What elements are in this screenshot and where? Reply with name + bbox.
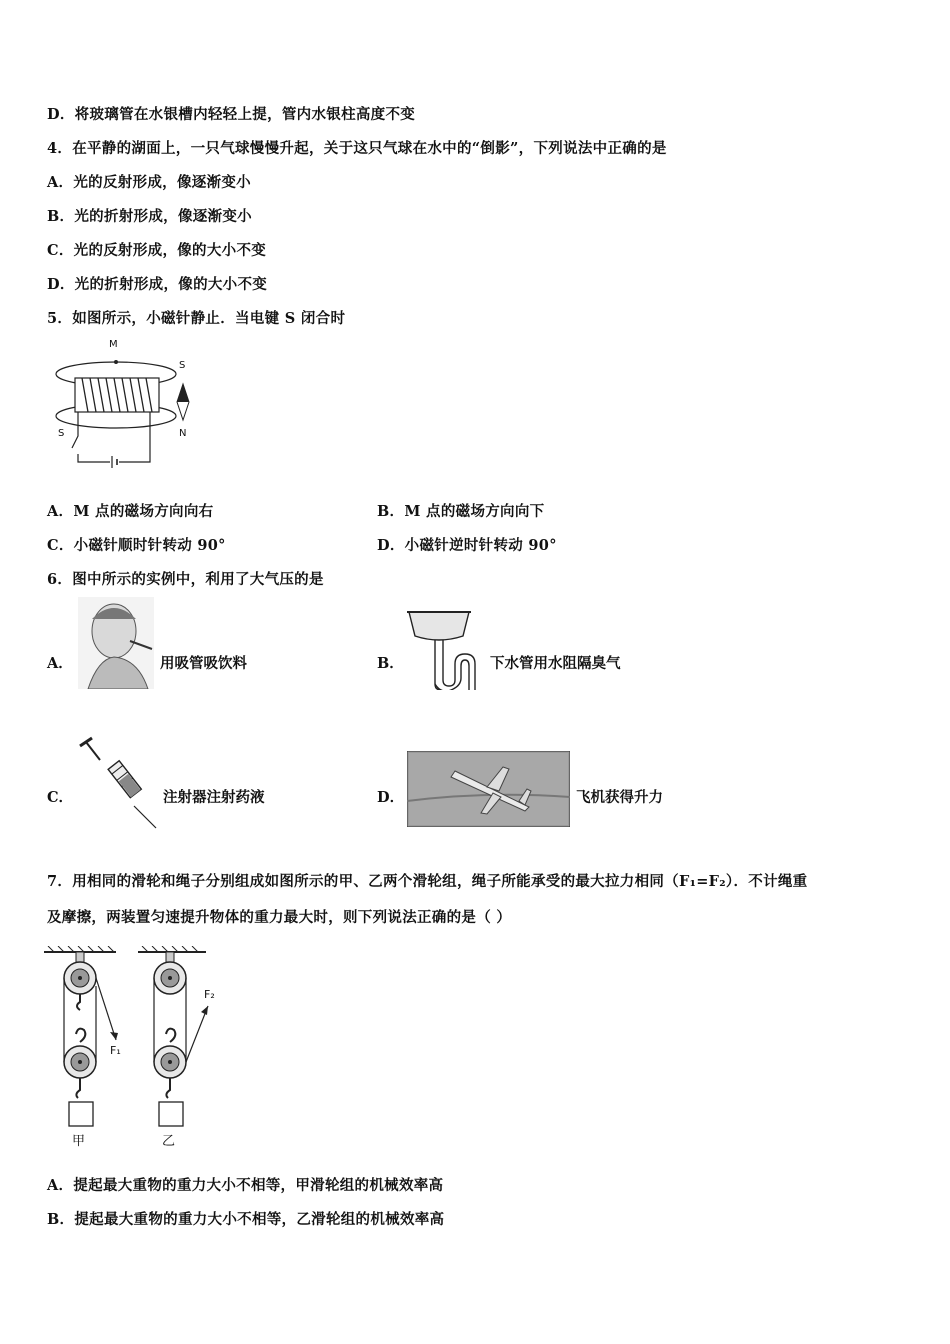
q6-letter-b: B． bbox=[377, 655, 404, 672]
airplane-image bbox=[407, 751, 570, 827]
syringe-image bbox=[70, 736, 160, 830]
q5-option-a: A．M 点的磁场方向向右 bbox=[47, 503, 214, 520]
q4-option-a: A．光的反射形成，像逐渐变小 bbox=[47, 174, 251, 191]
q6-letter-a: A． bbox=[47, 655, 73, 672]
fig-label-jia: 甲 bbox=[72, 1134, 86, 1149]
q4-option-b: B．光的折射形成，像逐渐变小 bbox=[47, 208, 252, 225]
q6-letter-d: D． bbox=[377, 789, 405, 806]
q6-letter-c: C． bbox=[47, 789, 74, 806]
q3-option-d: D．将玻璃管在水银槽内轻轻上提，管内水银柱高度不变 bbox=[47, 106, 416, 123]
q5-option-c: C．小磁针顺时针转动 90° bbox=[47, 537, 226, 554]
q4-option-c: C．光的反射形成，像的大小不变 bbox=[47, 242, 267, 259]
q4-stem: 4．在平静的湖面上，一只气球慢慢升起，关于这只气球在水中的“倒影”，下列说法中正确的是 bbox=[47, 140, 667, 157]
q5-option-d: D．小磁针逆时针转动 90° bbox=[377, 537, 557, 554]
q5-stem: 5．如图所示，小磁针静止．当电键 S 闭合时 bbox=[47, 310, 346, 327]
fig-label-f1: F₁ bbox=[110, 1044, 121, 1057]
drinking-straw-image bbox=[78, 597, 154, 689]
pulley-system-figure bbox=[44, 946, 224, 1150]
q4-option-d: D．光的折射形成，像的大小不变 bbox=[47, 276, 268, 293]
q7-option-b: B．提起最大重物的重力大小不相等，乙滑轮组的机械效率高 bbox=[47, 1211, 445, 1228]
q6-caption-d: 飞机获得升力 bbox=[576, 789, 663, 806]
q6-caption-b: 下水管用水阻隔臭气 bbox=[490, 655, 621, 672]
q7-stem-line2: 及摩擦，两装置匀速提升物体的重力最大时，则下列说法正确的是（ ） bbox=[47, 909, 512, 926]
q7-option-a: A．提起最大重物的重力大小不相等，甲滑轮组的机械效率高 bbox=[47, 1177, 444, 1194]
q7-stem-line1: 7．用相同的滑轮和绳子分别组成如图所示的甲、乙两个滑轮组，绳子所能承受的最大拉力相同（F₁=F₂）．不计绳重 bbox=[47, 873, 808, 890]
q6-stem: 6．图中所示的实例中，利用了大气压的是 bbox=[47, 571, 324, 588]
fig-label-m: M bbox=[109, 339, 118, 350]
solenoid-figure bbox=[50, 336, 220, 471]
fig-label-s-pole: S bbox=[179, 360, 186, 371]
q6-caption-a: 用吸管吸饮料 bbox=[160, 655, 247, 672]
q5-option-b: B．M 点的磁场方向向下 bbox=[377, 503, 545, 520]
fig-label-switch-s: S bbox=[58, 428, 65, 439]
fig-label-f2: F₂ bbox=[204, 988, 215, 1001]
fig-label-yi: 乙 bbox=[162, 1134, 176, 1149]
q6-caption-c: 注射器注射药液 bbox=[163, 789, 265, 806]
fig-label-n-pole: N bbox=[179, 428, 187, 439]
sink-trap-image bbox=[407, 606, 483, 690]
